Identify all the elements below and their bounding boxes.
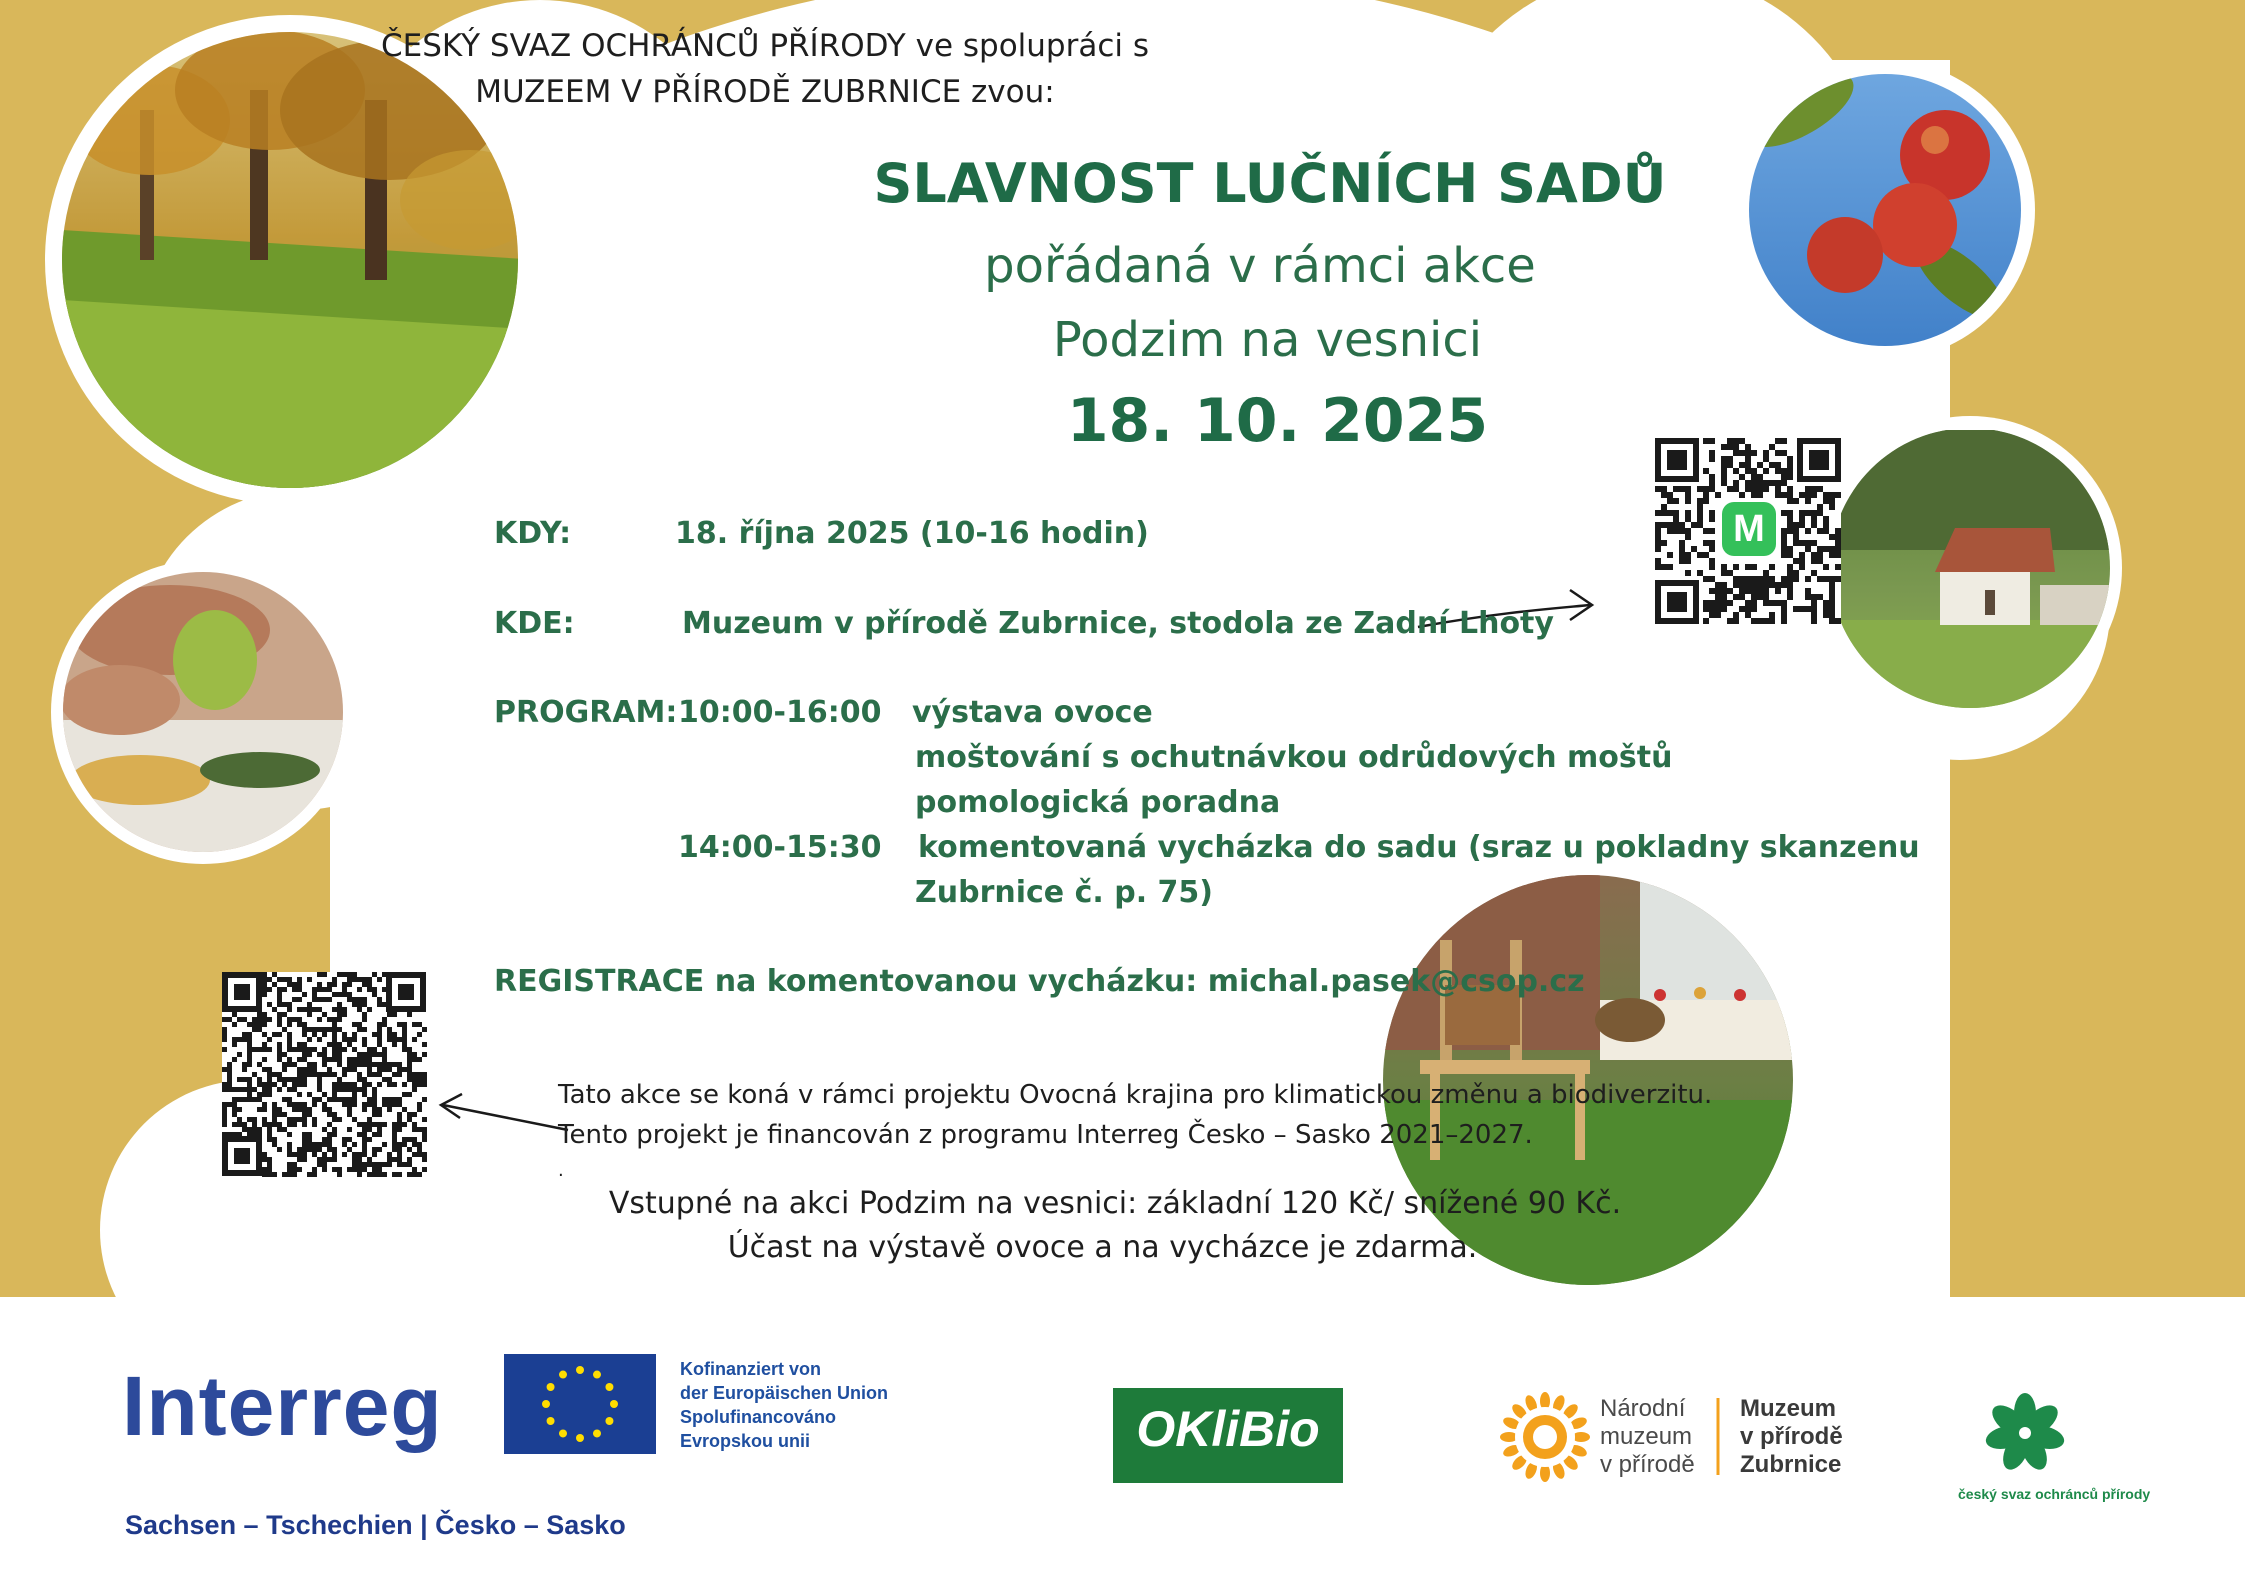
interreg-region: Sachsen – Tschechien | Česko – Sasko — [125, 1510, 626, 1540]
event-date: 18. 10. 2025 — [1066, 386, 1489, 456]
project-note-2: Tento projekt je financován z programu Interreg Česko – Sasko 2021–2027. — [558, 1120, 1533, 1150]
note-dot: . — [558, 1160, 564, 1181]
entry-fee-line-2: Účast na výstavě ovoce a na vycházce je zdarma. — [727, 1230, 1478, 1265]
intro-line-2: MUZEEM V PŘÍRODĚ ZUBRNICE zvou: — [475, 74, 1055, 110]
interreg-logo: Interreg — [122, 1359, 443, 1453]
event-subtitle-1: pořádaná v rámci akce — [984, 238, 1536, 294]
program-item: výstava ovoce — [912, 695, 1153, 730]
program-time-2: 14:00-15:30 — [678, 830, 882, 865]
entry-fee-line-1: Vstupné na akci Podzim na vesnici: základní 120 Kč/ snížené 90 Kč. — [608, 1186, 1622, 1221]
zubrnice-logo-text: Muzeum v přírodě Zubrnice — [1740, 1395, 1843, 1478]
qr-badge-icon: M — [1722, 502, 1776, 556]
nm-sun-logo — [1500, 1392, 1590, 1482]
kde-label: KDE: — [494, 606, 575, 641]
kdy-label: KDY: — [494, 516, 572, 551]
program-item: moštování s ochutnávkou odrůdových moštů — [915, 740, 1673, 775]
qr-code-left — [222, 972, 427, 1177]
intro-line-1: ČESKÝ SVAZ OCHRÁNCŮ PŘÍRODY ve spolupráci s — [380, 28, 1150, 64]
program-item: komentovaná vycházka do sadu (sraz u pokladny skanzenu — [918, 830, 1920, 865]
program-label: PROGRAM: — [494, 695, 678, 730]
csop-logo-text: český svaz ochránců přírody — [1958, 1486, 2151, 1502]
project-note-1: Tato akce se koná v rámci projektu Ovocná krajina pro klimatickou změnu a biodiverzitu. — [558, 1080, 1713, 1110]
event-title: SLAVNOST LUČNÍCH SADŮ — [873, 152, 1667, 215]
event-subtitle-2: Podzim na vesnici — [1052, 312, 1483, 368]
program-item: Zubrnice č. p. 75) — [915, 875, 1213, 910]
nm-logo-text: Národní muzeum v přírodě — [1600, 1395, 1695, 1478]
oklibio-logo: OKliBio — [1136, 1401, 1320, 1457]
kde-value: Muzeum v přírodě Zubrnice, stodola ze Zadní Lhoty — [682, 606, 1554, 641]
program-item: pomologická poradna — [915, 785, 1281, 820]
program-time-1: 10:00-16:00 — [678, 695, 882, 730]
eu-cofinancing-text: Kofinanziert von der Europäischen Union Spolufinancováno Evropskou unii — [680, 1359, 889, 1451]
registration-text[interactable]: REGISTRACE na komentovanou vycházku: michal.pasek@csop.cz — [494, 964, 1585, 999]
kdy-value: 18. října 2025 (10-16 hodin) — [675, 516, 1149, 551]
